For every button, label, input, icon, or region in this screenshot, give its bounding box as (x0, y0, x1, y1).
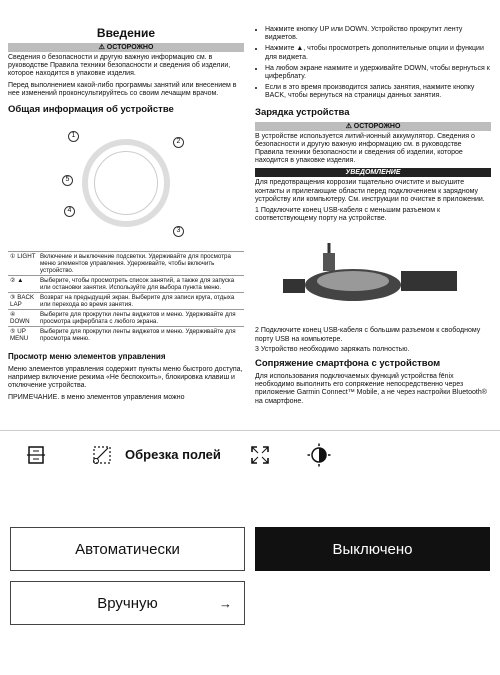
caution-banner: ⚠ ОСТОРОЖНО (8, 43, 244, 52)
notice-text: Для предотвращения коррозии тщательно очистите и высушите контакты и прилегающие области перед подключением к зарядному устройству или компьютеру. См. инструкции по очистке в приложении. (255, 179, 485, 203)
step-2: 2 Подключите конец USB-кабеля с большим разъемом к свободному порту USB на компьютере. (255, 327, 481, 343)
callout-1: 1 (68, 131, 79, 142)
pair-text: Для использования подключаемых функций устройства fēnix необходимо выполнить его сопряжение непосредственно через приложение Garmin Connect™ Mobile, а не через настройки Bluetooth® на смартфоне. (255, 373, 487, 405)
table-row: ⑤ UP MENU Выберите для прокрутки ленты виджетов и меню. Удерживайте для просмотра меню. (8, 327, 244, 344)
charge-heading: Зарядка устройства (255, 106, 350, 118)
table-row: ① LIGHT Включение и выключение подсветки. Удерживайте для просмотра меню элементов управления. Удерживайте, чтобы включить устройство. (8, 252, 244, 276)
step-3: 3 Устройство необходимо заряжать полностью. (255, 345, 410, 353)
auto-option-button[interactable]: Автоматически (10, 527, 245, 571)
intro-text: Сведения о безопасности и другую важную информацию см. в руководстве Правила техники безопасности и сведения об изделии, которое находится в упаковке изделия. (8, 54, 231, 78)
steps-2 (255, 327, 491, 354)
callout-3: 3 (173, 226, 184, 237)
step-1: 1 Подключите конец USB-кабеля с меньшим разъемом к соответствующему порту на устройстве. (255, 207, 441, 223)
list-item: • На любом экране нажмите и удерживайте DOWN, чтобы вернуться к циферблату. (265, 65, 491, 81)
left-column (8, 0, 244, 405)
intro-text-2: Перед выполнением какой-либо программы занятий или внесением в нее изменений проконсультируйтесь со своим лечащим врачом. (8, 81, 237, 97)
charging-icon (273, 243, 473, 313)
pair-heading: Сопряжение смартфона с устройством (255, 358, 441, 370)
table-row: ③ BACK LAP Возврат на предыдущий экран. Выберите для записи круга, отдыха или перехода во время занятия. (8, 293, 244, 310)
device-diagram (66, 123, 186, 243)
caution-banner-2: ⚠ ОСТОРОЖНО (255, 122, 491, 131)
list-item: • Нажмите кнопку UP или DOWN. Устройство прокрутит ленту виджетов. (265, 26, 491, 42)
contrast-icon[interactable] (305, 441, 333, 469)
callout-4: 4 (64, 206, 75, 217)
crop-margins-label: Обрезка полей (125, 447, 221, 462)
manual-option-button[interactable] (10, 581, 245, 625)
manual-option-label: Вручную (97, 594, 158, 612)
page-title: Введение (96, 26, 156, 40)
menu-heading: Просмотр меню элементов управления (8, 352, 166, 362)
notice-banner: УВЕДОМЛЕНИЕ (255, 168, 491, 177)
expand-icon[interactable] (246, 441, 274, 469)
watch-face (94, 151, 158, 215)
menu-text: Меню элементов управления содержит пункты меню быстрого доступа, например включение режима «Не беспокоить», блокировка клавиш и отключение устройства. (8, 366, 243, 390)
list-item: • Нажмите ▲, чтобы просмотреть дополнительные опции и функции для виджета. (265, 45, 491, 61)
right-column (255, 0, 491, 409)
section-heading: Общая информация об устройстве (8, 104, 174, 116)
bullet-list (255, 26, 491, 101)
fit-width-icon[interactable] (22, 441, 50, 469)
charge-text: В устройстве используется литий-ионный аккумулятор. Сведения о безопасности и другую важную информацию см. в руководстве Правила техники безопасности и сведения об изделии, которое находится в упаковке изделия. (255, 132, 475, 165)
table-row: ④ DOWN Выберите для прокрутки ленты виджетов и меню. Удерживайте для просмотра циферблата с любого экрана. (8, 310, 244, 327)
steps (255, 207, 491, 223)
charging-illustration (273, 243, 473, 313)
table-row: ② ▲ Выберите, чтобы просмотреть список занятий, а также для запуска или остановки занятия. Используйте для выбора пункта меню. (8, 276, 244, 293)
note-text: ПРИМЕЧАНИЕ. в меню элементов управления можно (8, 393, 185, 401)
list-item: • Если в это время производится запись занятия, нажмите кнопку BACK, чтобы вернуться на страницы данных занятия. (265, 84, 491, 100)
crop-margins-icon[interactable] (88, 441, 116, 469)
callout-5: 5 (62, 175, 73, 186)
bottom-toolbar (0, 430, 500, 479)
callout-2: 2 (173, 137, 184, 148)
arrow-right-icon: → (219, 595, 232, 611)
key-table (8, 251, 244, 343)
off-option-button[interactable]: Выключено (255, 527, 490, 571)
